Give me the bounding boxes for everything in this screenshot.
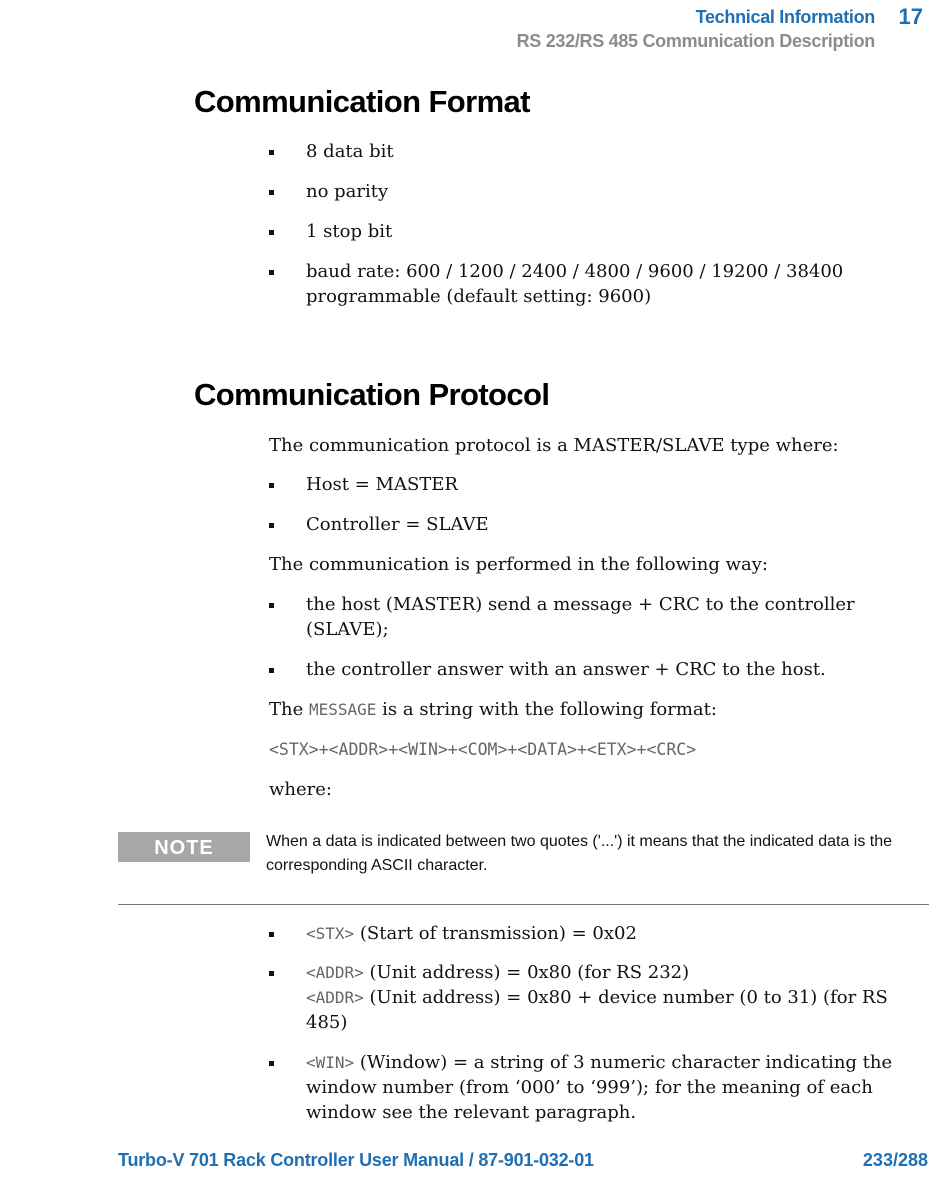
field-bullet-stx: <STX> (Start of transmission) = 0x02 (269, 921, 929, 946)
step-bullet-send: the host (MASTER) send a message + CRC to the controller (SLAVE); (269, 592, 929, 642)
perform-intro: The communication is performed in the following way: (269, 554, 768, 575)
protocol-heading: Communication Protocol (194, 377, 550, 412)
note-divider (118, 904, 929, 905)
win-tag: <WIN> (306, 1053, 355, 1072)
bullet-icon (269, 603, 274, 608)
format-bullet: no parity (269, 179, 929, 204)
message-keyword: MESSAGE (308, 700, 377, 719)
field-bullet-addr: <ADDR> (Unit address) = 0x80 (for RS 232) <ADDR> (Unit address) = 0x80 + device number (0 to 31) (for RS 485) (269, 960, 929, 1035)
header-subsection-title: RS 232/RS 485 Communication Description (516, 31, 875, 51)
bullet-icon (269, 523, 274, 528)
stx-tag: <STX> (306, 924, 355, 943)
baud-rate-values: baud rate: 600 / 1200 / 2400 / 4800 / 9600 / 19200 / 38400 (306, 261, 844, 282)
bullet-icon (269, 230, 274, 235)
format-bullet: 1 stop bit (269, 219, 929, 244)
footer-page-number: 233/288 (862, 1150, 928, 1170)
bullet-icon (269, 270, 274, 275)
protocol-intro: The communication protocol is a MASTER/SLAVE type where: (269, 435, 839, 456)
format-bullet-baud-rate (269, 259, 929, 309)
format-heading: Communication Format (194, 84, 530, 119)
bullet-icon (269, 483, 274, 488)
role-bullet-controller: Controller = SLAVE (269, 512, 929, 537)
note-label: NOTE (118, 832, 250, 862)
baud-rate-default: programmable (default setting: 9600) (306, 286, 652, 307)
field-bullet-win: <WIN> (Window) = a string of 3 numeric character indicating the window number (from ‘000’ to ‘999’); for the meaning of each window see the relevant paragraph. (269, 1050, 929, 1125)
bullet-icon (269, 190, 274, 195)
role-bullet-host: Host = MASTER (269, 472, 929, 497)
bullet-icon (269, 932, 274, 937)
where-label: where: (269, 779, 332, 800)
addr-tag: <ADDR> (306, 963, 364, 982)
format-bullet: 8 data bit (269, 139, 929, 164)
bullet-icon (269, 150, 274, 155)
addr-tag: <ADDR> (306, 988, 364, 1007)
bullet-icon (269, 971, 274, 976)
step-bullet-answer: the controller answer with an answer + CRC to the host. (269, 657, 929, 682)
bullet-icon (269, 668, 274, 673)
note-text: When a data is indicated between two quotes ('...') it means that the indicated data is the corresponding ASCII character. (266, 833, 893, 874)
footer-manual-title: Turbo-V 701 Rack Controller User Manual / 87-901-032-01 (118, 1150, 594, 1170)
header-section-title: Technical Information (695, 7, 875, 27)
message-description: The MESSAGE is a string with the following format: (269, 699, 717, 720)
bullet-icon (269, 1061, 274, 1066)
message-format-string: <STX>+<ADDR>+<WIN>+<COM>+<DATA>+<ETX>+<CRC> (269, 740, 697, 759)
header-chapter-number: 17 (898, 4, 923, 29)
